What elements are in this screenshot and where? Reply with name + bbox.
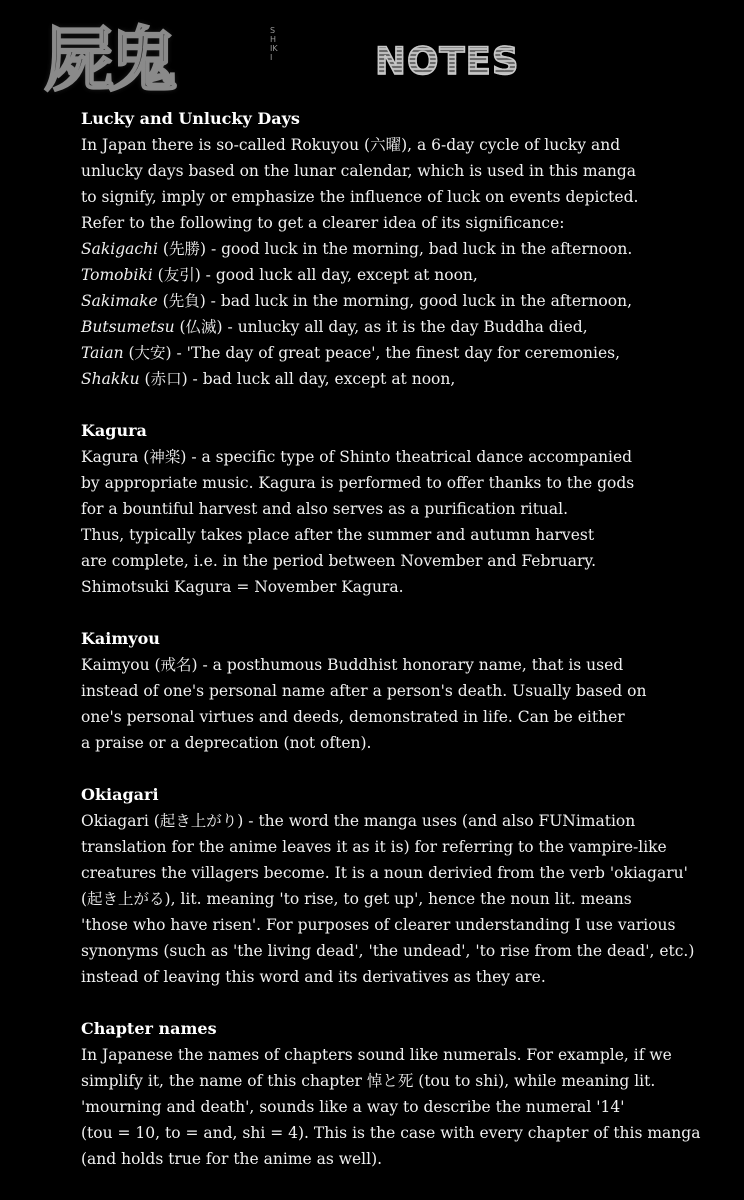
text-line: Okiagari (起き上がり) - the word the manga uses (and also FUNimation xyxy=(81,812,636,830)
text-line: translation for the anime leaves it as it is) for referring to the vampire-like xyxy=(81,838,667,856)
text-line: one's personal virtues and deeds, demonstrated in life. Can be either xyxy=(81,708,625,726)
term-line xyxy=(81,340,731,366)
section-title: Okiagari xyxy=(81,785,159,804)
logo-vertical-text: SHIKI xyxy=(270,26,278,62)
text-line: for a bountiful harvest and also serves as a purification ritual. xyxy=(81,500,569,518)
text-line: Refer to the following to get a clearer idea of its significance: xyxy=(81,214,565,232)
term-line xyxy=(81,288,731,314)
term-name: Taian xyxy=(81,344,124,362)
text-line: unlucky days based on the lunar calendar, which is used in this manga xyxy=(81,162,637,180)
term-line xyxy=(81,262,731,288)
text-line: to signify, imply or emphasize the influence of luck on events depicted. xyxy=(81,188,639,206)
term-line xyxy=(81,236,731,262)
text-line: instead of leaving this word and its derivatives as they are. xyxy=(81,968,546,986)
text-line: Kagura (神楽) - a specific type of Shinto theatrical dance accompanied xyxy=(81,448,633,466)
section-title: Kaimyou xyxy=(81,629,160,648)
text-line: are complete, i.e. in the period between November and February. xyxy=(81,552,597,570)
text-line: (and holds true for the anime as well). xyxy=(81,1150,383,1168)
text-line: In Japanese the names of chapters sound like numerals. For example, if we xyxy=(81,1046,672,1064)
section-kaimyou xyxy=(81,626,731,756)
term-description: (仏滅) - unlucky all day, as it is the day Buddha died, xyxy=(174,318,588,336)
text-line: creatures the villagers become. It is a noun derivied from the verb 'okiagaru' xyxy=(81,864,688,882)
text-line: (起き上がる), lit. meaning 'to rise, to get up', hence the noun lit. means xyxy=(81,890,632,908)
term-name: Butsumetsu xyxy=(81,318,175,336)
section-title: Chapter names xyxy=(81,1019,217,1038)
section-okiagari xyxy=(81,782,731,990)
term-line xyxy=(81,314,731,340)
text-line: a praise or a deprecation (not often). xyxy=(81,734,372,752)
text-line: Thus, typically takes place after the summer and autumn harvest xyxy=(81,526,595,544)
section-kagura xyxy=(81,418,731,600)
term-name: Sakimake xyxy=(81,292,158,310)
term-description: (友引) - good luck all day, except at noon, xyxy=(152,266,478,284)
term-line xyxy=(81,366,731,392)
term-name: Shakku xyxy=(81,370,140,388)
section-lucky-days xyxy=(81,106,731,392)
section-chapter-names xyxy=(81,1016,731,1172)
text-line: (tou = 10, to = and, shi = 4). This is the case with every chapter of this manga xyxy=(81,1124,701,1142)
section-title: Lucky and Unlucky Days xyxy=(81,109,300,128)
logo-title: 屍鬼 xyxy=(44,19,172,101)
text-line: simplify it, the name of this chapter 悼と死 (tou to shi), while meaning lit. xyxy=(81,1072,656,1090)
text-line: 'those who have risen'. For purposes of clearer understanding I use various xyxy=(81,916,676,934)
text-line: 'mourning and death', sounds like a way to describe the numeral '14' xyxy=(81,1098,625,1116)
term-description: (先負) - bad luck in the morning, good luck in the afternoon, xyxy=(157,292,632,310)
section-title: Kagura xyxy=(81,421,147,440)
text-line: Shimotsuki Kagura = November Kagura. xyxy=(81,578,404,596)
term-description: (大安) - 'The day of great peace', the finest day for ceremonies, xyxy=(123,344,621,362)
term-name: Tomobiki xyxy=(81,266,153,284)
text-line: synonyms (such as 'the living dead', 'the undead', 'to rise from the dead', etc.) xyxy=(81,942,695,960)
text-line: In Japan there is so-called Rokuyou (六曜), a 6-day cycle of lucky and xyxy=(81,136,621,154)
text-line: by appropriate music. Kagura is performed to offer thanks to the gods xyxy=(81,474,635,492)
term-description: (先勝) - good luck in the morning, bad luck in the afternoon. xyxy=(158,240,633,258)
term-name: Sakigachi xyxy=(81,240,158,258)
shiki-logo xyxy=(38,18,288,108)
term-description: (赤口) - bad luck all day, except at noon, xyxy=(139,370,456,388)
notes-content xyxy=(81,106,731,1198)
notes-heading: NOTES xyxy=(375,38,520,86)
text-line: Kaimyou (戒名) - a posthumous Buddhist honorary name, that is used xyxy=(81,656,624,674)
text-line: instead of one's personal name after a person's death. Usually based on xyxy=(81,682,647,700)
